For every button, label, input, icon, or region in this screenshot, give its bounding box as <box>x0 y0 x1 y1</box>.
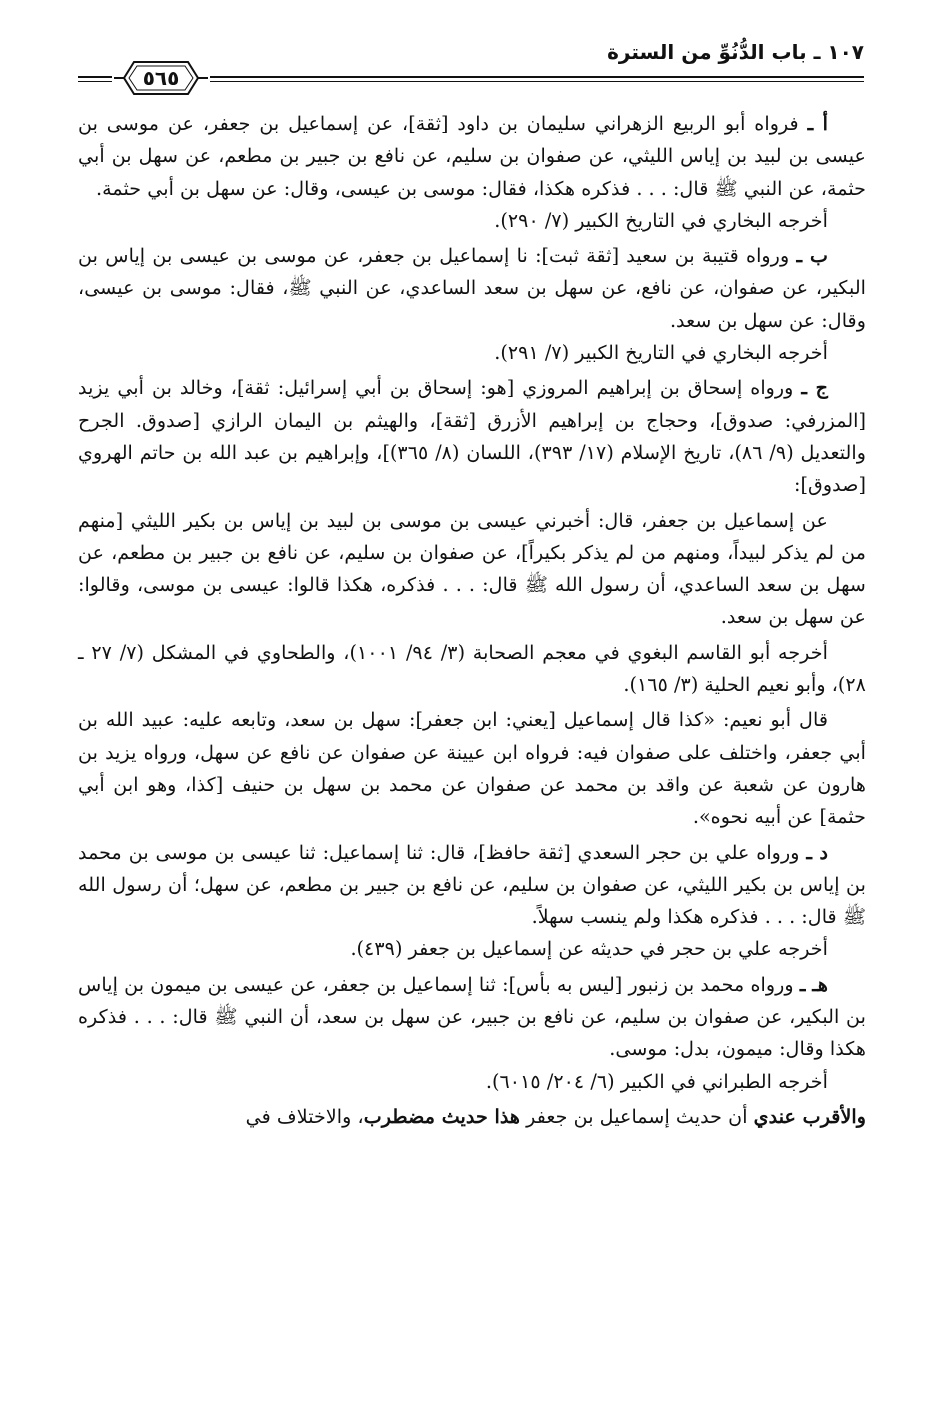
section-e-text: ورواه محمد بن زنبور [ليس به بأس]: ثنا إسماعيل بن جعفر، عن عيسى بن ميمون بن إياس بن البكير، عن صفوان بن سليم، عن نافع بن جبير، عن سهل بن سعد، أن النبي ﷺ قال: . . . فذكره هكذا وقال: ميمون، بدل: موسى. <box>78 972 866 1061</box>
page-number: ٥٦٥ <box>142 66 180 90</box>
section-d <box>78 837 866 934</box>
header-rule-left <box>78 76 112 78</box>
section-a-reference: أخرجه البخاري في التاريخ الكبير (٧/ ٢٩٠). <box>494 208 828 232</box>
section-a <box>78 108 866 205</box>
section-e <box>78 969 866 1066</box>
section-a-letter: أ ـ <box>807 112 828 135</box>
section-c-letter: ج ـ <box>801 376 828 400</box>
page-header <box>78 34 864 94</box>
header-rule-left-thin <box>78 81 112 82</box>
section-a-text: فرواه أبو الربيع الزهراني سليمان بن داود [ثقة]، عن إسماعيل بن جعفر، عن موسى بن عيسى بن لبيد بن إياس الليثي، عن صفوان بن سليم، عن نافع بن جبير بن مطعم، عن سهل بن أبي حثمة، عن النبي ﷺ قال: . . . فذكره هكذا، فقال: موسى بن عيسى، وقال: عن سهل بن أبي حثمة. <box>78 112 866 200</box>
page-number-ornament <box>114 58 208 98</box>
running-head: ١٠٧ ـ باب الدُّنُوِّ من السترة <box>607 40 864 64</box>
closing-text-1: أن حديث إسماعيل بن جعفر <box>520 1104 754 1128</box>
closing-bold-2: هذا حديث مضطرب <box>363 1104 521 1128</box>
header-rule-thin <box>210 81 864 82</box>
section-b-letter: ب ـ <box>796 244 829 268</box>
header-rule <box>210 76 864 78</box>
section-c-continuation: عن إسماعيل بن جعفر، قال: أخبرني عيسى بن موسى بن لبيد بن إياس بن بكير الليثي [منهم من لم يذكر لبيداً، ومنهم من لم يذكر بكيراً]، عن صفوان بن سليم، عن نافع بن جبير بن مطعم، عن سهل بن سعد الساعدي، أن رسول الله ﷺ قال: . . . فذكره، هكذا قالوا: عيسى بن موسى، وقالوا: عن سهل بن سعد. <box>78 508 866 629</box>
section-e-letter: هـ ـ <box>799 972 828 996</box>
section-e-reference: أخرجه الطبراني في الكبير (٦/ ٢٠٤/ ٦٠١٥). <box>485 1069 828 1093</box>
closing-text-2: ، والاختلاف في <box>245 1104 364 1128</box>
section-b <box>78 240 866 337</box>
closing-bold-1: والأقرب عندي <box>753 1104 866 1128</box>
page-body <box>78 108 866 1133</box>
section-c-reference: أخرجه أبو القاسم البغوي في معجم الصحابة (٣/ ٩٤/ ١٠٠١)، والطحاوي في المشكل (٧/ ٢٧ ـ ٢٨)، وأبو نعيم الحلية (٣/ ١٦٥). <box>78 640 866 697</box>
section-c-text: ورواه إسحاق بن إبراهيم المروزي [هو: إسحاق بن أبي إسرائيل: ثقة]، وخالد بن أبي يزيد [المزرفي: صدوق]، وحجاج بن إبراهيم الأزرق [ثقة]، والهيثم بن اليمان الرازي [صدوق. الجرح والتعديل (٩/ ٨٦)، تاريخ الإسلام (١٧/ ٣٩٣)، اللسان (٨/ ٣٦٥)]، وإبراهيم بن عبد الله بن حاتم الهروي [صدوق]: <box>78 376 866 497</box>
section-d-reference: أخرجه علي بن حجر في حديثه عن إسماعيل بن جعفر (٤٣٩). <box>350 937 828 961</box>
section-d-letter: د ـ <box>806 840 828 864</box>
section-c-quote: قال أبو نعيم: «كذا قال إسماعيل [يعني: ابن جعفر]: سهل بن سعد، وتابعه عليه: عبيد الله بن أبي جعفر، واختلف على صفوان فيه: فرواه ابن عيينة عن صفوان عن نافع عن سهل، ورواه يزيد بن هارون عن شعبة عن واقد بن محمد عن صفوان عن محمد بن سهل بن حنيف [كذا، وهو ابن أبي حثمة] عن أبيه نحوه». <box>78 708 866 829</box>
section-b-reference: أخرجه البخاري في التاريخ الكبير (٧/ ٢٩١). <box>494 341 828 365</box>
closing-paragraph <box>78 1101 866 1133</box>
section-c <box>78 372 866 501</box>
section-b-text: ورواه قتيبة بن سعيد [ثقة ثبت]: نا إسماعيل بن جعفر، عن موسى بن عيسى بن إياس بن البكير، عن صفوان، عن نافع، عن سهل بن سعد الساعدي، عن النبي ﷺ، فقال: موسى بن عيسى، وقال: عن سهل بن سعد. <box>78 244 866 332</box>
section-d-text: ورواه علي بن حجر السعدي [ثقة حافظ]، قال: ثنا إسماعيل: ثنا عيسى بن موسى بن محمد بن إياس بن بكير الليثي، عن صفوان بن سليم، عن نافع بن جبير بن مطعم، عن سهل؛ أن رسول الله ﷺ قال: . . . فذكره هكذا ولم ينسب سهلاً. <box>78 840 866 929</box>
